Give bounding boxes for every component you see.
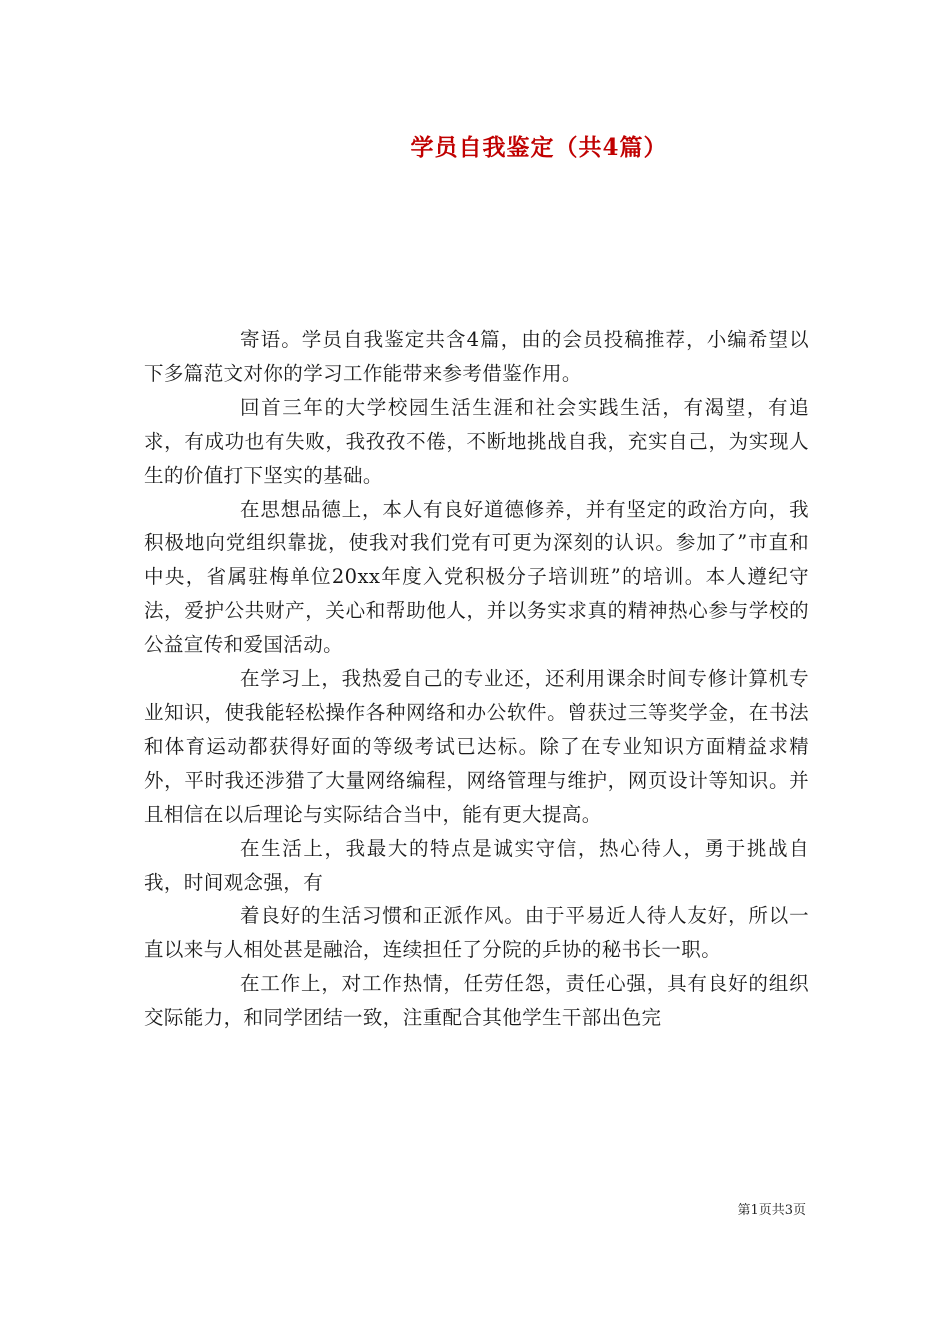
paragraph-life-continued: 着良好的生活习惯和正派作风。由于平易近人待人友好，所以一直以来与人相处甚是融洽，连续担任了分院的乒协的秘书长一职。 <box>144 904 809 962</box>
paragraph-overview: 回首三年的大学校园生活生涯和社会实践生活，有渴望，有追求，有成功也有失败，我孜孜不倦，不断地挑战自我，充实自己，为实现人生的价值打下坚实的基础。 <box>144 395 809 487</box>
paragraph-ideology: 在思想品德上，本人有良好道德修养，并有坚定的政治方向，我积极地向党组织靠拢，使我对我们党有可更为深刻的认识。参加了”市直和中央，省属驻梅单位20xx年度入党积极分子培训班”的培训。本人遵纪守法，爱护公共财产，关心和帮助他人，并以务实求真的精神热心参与学校的公益宣传和爱国活动。 <box>144 497 809 657</box>
paragraph-work: 在工作上，对工作热情，任劳任怨，责任心强，具有良好的组织交际能力，和同学团结一致，注重配合其他学生干部出色完 <box>144 972 809 1030</box>
page-title: 学员自我鉴定（共4篇） <box>410 134 668 161</box>
document-body <box>144 323 809 1035</box>
paragraph-study: 在学习上，我热爱自己的专业还，还利用课余时间专修计算机专业知识，使我能轻松操作各种网络和办公软件。曾获过三等奖学金，在书法和体育运动都获得好面的等级考试已达标。除了在专业知识方面精益求精外，平时我还涉猎了大量网络编程，网络管理与维护，网页设计等知识。并且相信在以后理论与实际结合当中，能有更大提高。 <box>144 667 809 826</box>
page-number-footer: 第1页共3页 <box>737 1203 806 1218</box>
paragraph-intro: 寄语。学员自我鉴定共含4篇，由的会员投稿推荐，小编希望以下多篇范文对你的学习工作能带来参考借鉴作用。 <box>144 328 809 385</box>
paragraph-life: 在生活上，我最大的特点是诚实守信，热心待人，勇于挑战自我，时间观念强，有 <box>144 836 809 894</box>
